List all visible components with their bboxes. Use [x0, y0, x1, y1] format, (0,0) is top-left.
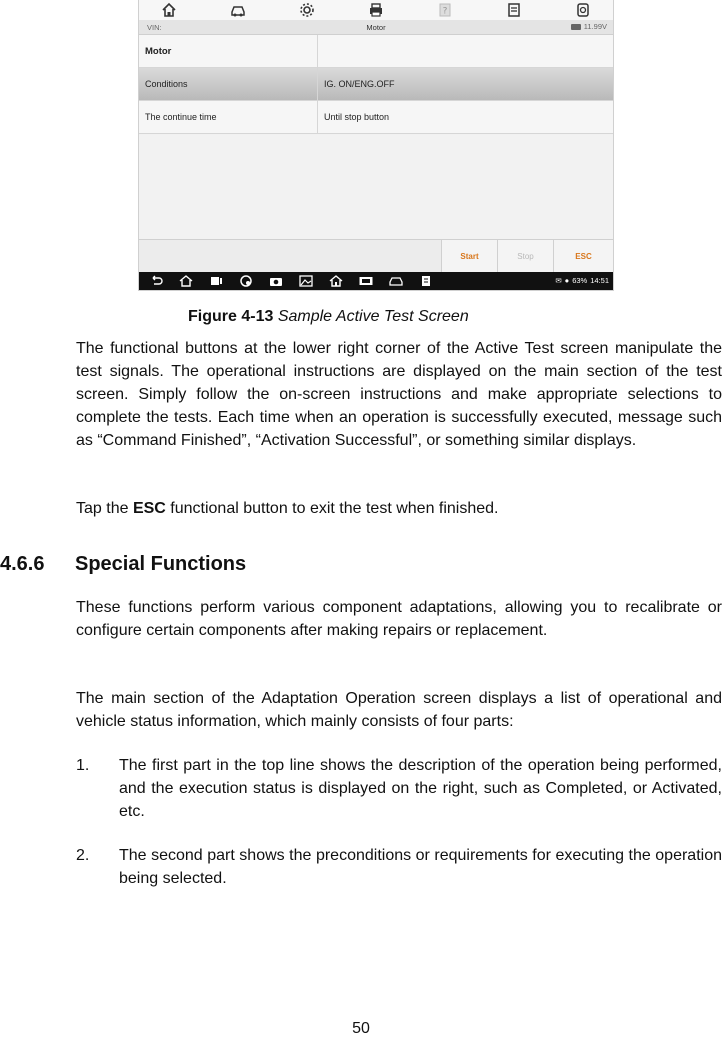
figure-title: Sample Active Test Screen [277, 308, 469, 325]
section-heading [0, 553, 246, 576]
list-text: The second part shows the preconditions or requirements for executing the operation being selected. [119, 847, 722, 887]
browser-icon[interactable] [239, 275, 253, 287]
list-number: 2. [76, 847, 90, 864]
help-icon [437, 2, 453, 18]
notes-icon[interactable] [419, 275, 433, 287]
home-icon[interactable] [179, 275, 193, 287]
grid-empty-area [139, 135, 613, 239]
clock: 14:51 [590, 276, 609, 285]
screen-title-bar [139, 20, 613, 35]
settings-icon[interactable] [299, 2, 315, 18]
page-number: 50 [352, 1020, 370, 1037]
grid-header-value [318, 35, 613, 67]
battery-voltage: 11.99V [583, 22, 607, 31]
car-icon[interactable] [389, 275, 403, 287]
text-run: functional button to exit the test when finished. [165, 500, 499, 517]
gallery-icon[interactable] [299, 275, 313, 287]
row-label: Conditions [139, 68, 318, 100]
list-item [76, 844, 722, 890]
vin-label: VIN: [147, 23, 162, 32]
svg-text:?: ? [442, 6, 448, 17]
back-icon[interactable] [149, 275, 163, 287]
paragraph-adaptation-screen: The main section of the Adaptation Operation screen displays a list of operational and vehicle status information, which mainly consists of four parts: [76, 690, 722, 730]
camera-icon[interactable] [269, 275, 283, 287]
text-run: Tap the [76, 500, 133, 517]
device-screenshot [139, 0, 613, 290]
android-navigation-bar [139, 272, 613, 290]
figure-caption [188, 308, 469, 326]
list-number: 1. [76, 757, 90, 774]
wifi-icon: ● [564, 276, 570, 285]
esc-button[interactable]: ESC [553, 240, 613, 272]
data-logging-icon[interactable] [575, 2, 591, 18]
vci-icon[interactable] [359, 275, 373, 287]
figure-label: Figure 4-13 [188, 308, 274, 325]
list-text: The first part in the top line shows the description of the operation being performed, and the execution status is displayed on the right, such as Completed, or Activated, etc. [119, 757, 722, 820]
grid-header-row [139, 35, 613, 68]
list-item [76, 754, 722, 823]
table-row[interactable] [139, 101, 613, 134]
table-row[interactable] [139, 68, 613, 101]
print-icon[interactable] [368, 2, 384, 18]
row-value: IG. ON/ENG.OFF [324, 79, 395, 89]
message-icon: ✉ [555, 276, 562, 285]
screen-title: Motor [366, 23, 386, 32]
stop-button[interactable]: Stop [497, 240, 553, 272]
battery-percent: 63% [572, 276, 588, 285]
battery-icon [571, 24, 581, 30]
paragraph-special-functions: These functions perform various component adaptations, allowing you to recalibrate or configure certain components after making repairs or replacement. [76, 599, 722, 639]
section-number: 4.6.6 [0, 553, 45, 575]
top-toolbar [139, 0, 613, 20]
test-parameter-grid [139, 35, 613, 134]
vehicle-battery-indicator [571, 22, 607, 31]
save-icon[interactable] [506, 2, 522, 18]
paragraph-esc-instruction [76, 497, 722, 520]
home-icon[interactable] [329, 275, 343, 287]
paragraph-active-test: The functional buttons at the lower right corner of the Active Test screen manipulate the test signals. The operational instructions are displayed on the main section of the test screen. Simply follow the on-screen instructions and make appropriate selections to complete the tests. Each time when an operation is successfully executed, message such as “Command Finished”, “Activation Successful”, or something similar displays. [76, 340, 722, 449]
recent-apps-icon[interactable] [209, 275, 223, 287]
row-value: Until stop button [324, 112, 390, 122]
car-icon[interactable] [230, 2, 246, 18]
section-title: Special Functions [75, 553, 247, 575]
home-icon[interactable] [161, 2, 177, 18]
esc-keyword: ESC [132, 500, 166, 517]
start-button[interactable]: Start [441, 240, 497, 272]
function-button-bar [139, 239, 613, 272]
grid-header-label: Motor [139, 35, 318, 67]
row-label: The continue time [139, 101, 318, 133]
system-status-area [555, 276, 609, 285]
